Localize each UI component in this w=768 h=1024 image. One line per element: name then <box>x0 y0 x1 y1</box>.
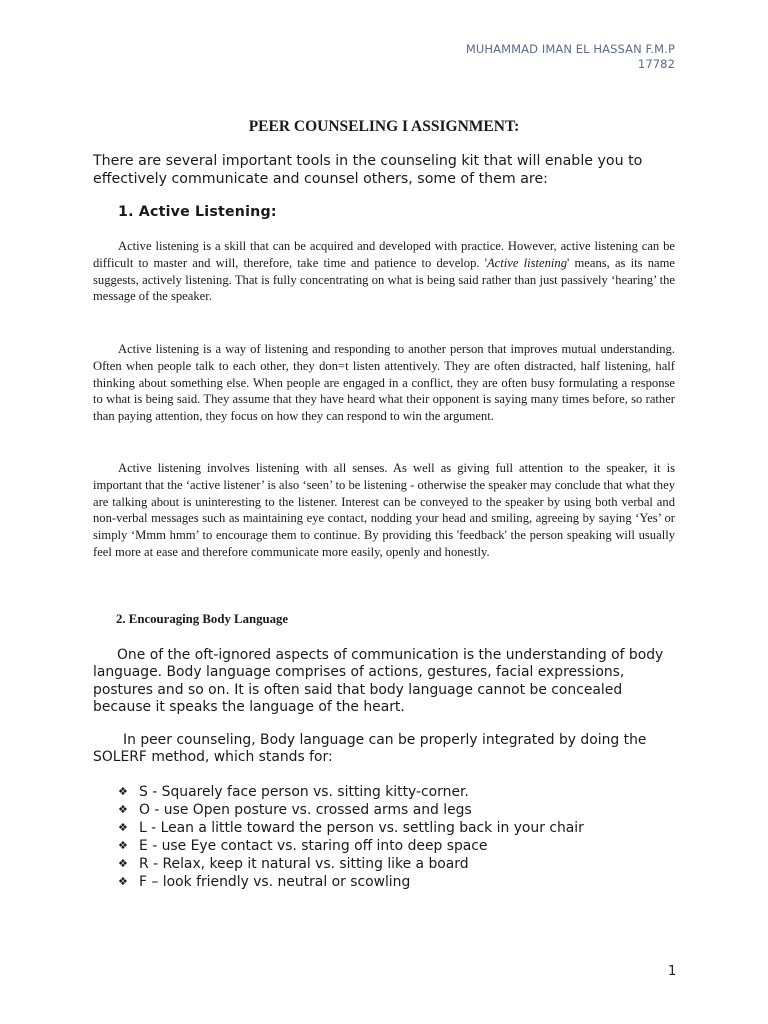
body-language-paragraph-2: In peer counseling, Body language can be properly integrated by doing the SOLERF method, which stands for: <box>93 732 647 766</box>
list-item-text: F – look friendly vs. neutral or scowling <box>139 874 411 890</box>
list-item-text: O - use Open posture vs. crossed arms and legs <box>139 802 472 818</box>
active-listening-paragraph-1 <box>93 238 675 305</box>
list-item-text: S - Squarely face person vs. sitting kitty-corner. <box>139 784 469 800</box>
student-id: 17782 <box>637 57 675 71</box>
para-text: Active listening is a skill that can be acquired and developed with practice. However, active listening can be difficult to master and will, therefore, take time and patience to develop. ' <box>93 239 675 270</box>
emphasis-text: Active listening <box>486 255 568 270</box>
active-listening-paragraph-3: Active listening involves listening with all senses. As well as giving full attention to the speaker, it is important that the ‘active listener’ is also ‘seen’ to be listening - otherwise the speaker may conclude that what they are talking about is uninteresting to the listener. Interest can be conveyed to the speaker by using both verbal and non-verbal messages such as maintaining eye contact, nodding your head and smiling, agreeing by saying ‘Yes’ or simply ‘Mmm hmm’ to encourage them to continue. By providing this 'feedback' the person speaking will usually feel more at ease and therefore communicate more easily, openly and honestly. <box>93 461 675 559</box>
list-item-text: L - Lean a little toward the person vs. settling back in your chair <box>139 820 584 836</box>
solerf-list <box>118 783 584 891</box>
diamond-bullet-icon: ❖ <box>118 839 128 852</box>
page-header <box>466 42 675 72</box>
section-heading-body-language: 2. Encouraging Body Language <box>116 612 289 626</box>
diamond-bullet-icon: ❖ <box>118 857 128 870</box>
list-item <box>118 837 584 855</box>
author-name: MUHAMMAD IMAN EL HASSAN F.M.P <box>465 42 675 56</box>
diamond-bullet-icon: ❖ <box>118 785 128 798</box>
active-listening-paragraph-2: Active listening is a way of listening and responding to another person that improves mutual understanding. Often when people talk to each other, they don=t listen attentively. They are often distracted, half listening, half thinking about something else. When people are engaged in a conflict, they are often busy formulating a response to what is being said. They assume that they have heard what their opponent is saying many times before, so rather than paying attention, they focus on how they can respond to win the argument. <box>93 342 675 424</box>
list-item <box>118 801 584 819</box>
document-title: PEER COUNSELING I ASSIGNMENT: <box>248 118 520 135</box>
list-item <box>118 783 584 801</box>
diamond-bullet-icon: ❖ <box>118 821 128 834</box>
section-heading-active-listening: 1. Active Listening: <box>118 204 277 220</box>
para-text: ' means, as its name suggests, actively listening. That is fully concentrating on what is being said rather than just passively ‘hearing’ the message of the speaker. <box>93 255 675 304</box>
diamond-bullet-icon: ❖ <box>118 803 128 816</box>
page-number: 1 <box>668 964 677 979</box>
body-language-paragraph-1: One of the oft-ignored aspects of communication is the understanding of body language. Body language comprises of actions, gestures, facial expressions, postures and so on. It is often said that body language cannot be concealed because it speaks the language of the heart. <box>93 647 664 715</box>
diamond-bullet-icon: ❖ <box>118 875 128 888</box>
intro-paragraph: There are several important tools in the counseling kit that will enable you to effectively communicate and counsel others, some of them are: <box>93 153 643 187</box>
list-item <box>118 855 584 873</box>
list-item <box>118 819 584 837</box>
list-item <box>118 873 584 891</box>
list-item-text: R - Relax, keep it natural vs. sitting like a board <box>139 856 469 872</box>
list-item-text: E - use Eye contact vs. staring off into deep space <box>139 838 488 854</box>
